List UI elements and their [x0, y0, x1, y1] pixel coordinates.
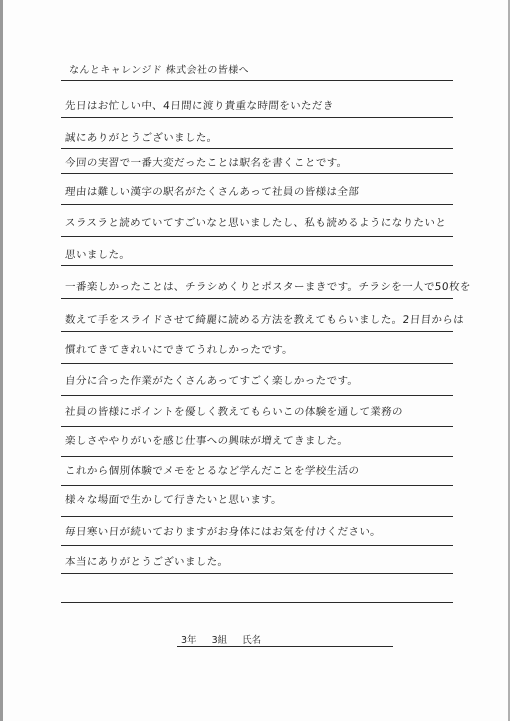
ruled-line — [61, 426, 453, 427]
letter-line-8: 数えて手をスライドさせて綺麗に読める方法を教えてもらいました。2日目からは — [64, 314, 465, 326]
letter-line-15: 毎日寒い日が続いておりますがお身体にはお気を付けください。 — [64, 526, 382, 538]
letter-line-6: 思いました。 — [64, 249, 131, 261]
ruled-line — [61, 573, 453, 574]
ruled-line — [61, 80, 453, 81]
ruled-line — [61, 602, 453, 603]
footer-rule — [177, 646, 393, 647]
letter-line-13: これから個別体験でメモをとるなど学んだことを学校生活の — [64, 465, 360, 477]
grade-label: 3年 — [181, 635, 197, 646]
letter-line-1: 先日はお忙しい中、4日間に渡り貴重な時間をいただき — [64, 100, 335, 112]
letter-line-3: 今回の実習で一番大変だったことは駅名を書くことです。 — [64, 157, 348, 169]
ruled-line — [61, 204, 453, 205]
letter-greeting: なんとキャレンジド 株式会社の皆様へ — [68, 65, 250, 76]
ruled-line — [61, 265, 453, 266]
letter-line-7: 一番楽しかったことは、チラシめくりとポスターまきです。チラシを一人で50枚を — [64, 281, 472, 293]
ruled-line — [61, 395, 453, 396]
ruled-line — [61, 456, 453, 457]
letter-line-5: スラスラと読めていてすごいなと思いましたし、私も読めるようになりたいと — [64, 217, 447, 229]
ruled-line — [61, 516, 453, 517]
ruled-line — [61, 117, 453, 118]
ruled-line — [61, 148, 453, 149]
letter-line-14: 様々な場面で生かして行きたいと思います。 — [64, 494, 283, 506]
class-label: 3組 — [211, 635, 228, 646]
letter-line-12: 楽しさややりがいを感じ仕事への興味が増えてきました。 — [64, 435, 349, 447]
ruled-line — [61, 363, 453, 364]
letter-line-11: 社員の皆様にポイントを優しく教えてもらいこの体験を通して業務の — [64, 406, 404, 418]
student-footer — [181, 632, 273, 646]
letter-line-9: 慣れてきてきれいにできてうれしかったです。 — [64, 344, 294, 356]
ruled-line — [61, 545, 453, 546]
ruled-line — [61, 331, 453, 332]
ruled-line — [61, 485, 453, 486]
name-label: 氏名 — [242, 635, 262, 646]
letter-line-16: 本当にありがとうございました。 — [64, 556, 229, 568]
letter-line-2: 誠にありがとうございました。 — [64, 132, 219, 144]
ruled-line — [61, 173, 453, 174]
letter-line-4: 理由は難しい漢字の駅名がたくさんあって社員の皆様は全部 — [64, 186, 360, 198]
ruled-line — [61, 236, 453, 237]
ruled-line — [61, 298, 453, 299]
letter-line-10: 自分に合った作業がたくさんあってすごく楽しかったです。 — [64, 375, 359, 387]
